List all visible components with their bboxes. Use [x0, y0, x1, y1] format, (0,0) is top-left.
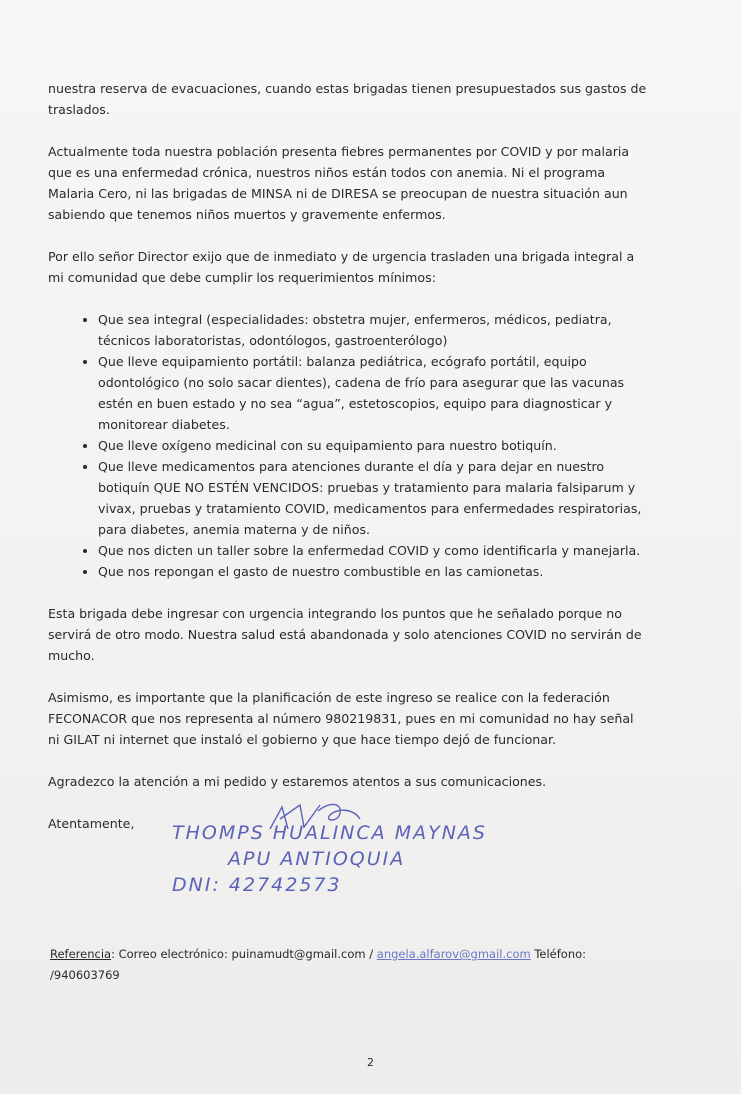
paragraph: Asimismo, es importante que la planificación de este ingreso se realice con la federación FECONACOR que nos representa al número 980219831, pues en mi comunidad no hay señal ni GILAT ni internet que instaló el gobierno y que hace tiempo dejó de funcionar. [48, 690, 634, 747]
list-item: • Que lleve oxígeno medicinal con su equipamiento para nuestro botiquín. [98, 435, 648, 456]
list-item: • Que lleve medicamentos para atenciones durante el día y para dejar en nuestro botiquín QUE NO ESTÉN VENCIDOS: pruebas y tratamiento para malaria falsiparum y vivax, pruebas y tratamiento COVID, medicamentos para enfermedades respiratorias, para diabetes, anemia materna y de niños. [98, 456, 648, 540]
paragraph: Actualmente toda nuestra población presenta fiebres permanentes por COVID y por malaria que es una enfermedad crónica, nuestros niños están todos con anemia. Ni el programa Malaria Cero, ni las brigadas de MINSA ni de DIRESA se preocupan de nuestra situación aun sabiendo que tenemos niños muertos y gravemente enfermos. [48, 144, 630, 222]
paragraph: Esta brigada debe ingresar con urgencia integrando los puntos que he señalado porque no servirá de otro modo. Nuestra salud está abandonada y solo atenciones COVID no servirán de mucho. [48, 606, 642, 663]
reference-label: Referencia [50, 947, 112, 961]
list-item: • Que lleve equipamiento portátil: balanza pediátrica, ecógrafo portátil, equipo odontológico (no solo sacar dientes), cadena de frío para asegurar que las vacunas estén en buen estado y no sea “agua”, estetoscopios, equipo para diagnosticar y monitorear diabetes. [98, 351, 648, 435]
letter-body [48, 78, 648, 933]
signature-block [48, 813, 648, 933]
requirements-list [48, 309, 648, 582]
reference-email-primary: : Correo electrónico: puinamudt@gmail.com / [111, 947, 377, 961]
handwritten-title: APU ANTIOQUIA [228, 848, 406, 870]
email-link[interactable]: angela.alfarov@gmail.com [376, 947, 531, 961]
handwritten-dni: DNI: 42742573 [172, 874, 342, 896]
paragraph: Por ello señor Director exijo que de inmediato y de urgencia trasladen una brigada integral a mi comunidad que debe cumplir los requerimientos mínimos: [48, 249, 635, 285]
list-item: • Que sea integral (especialidades: obstetra mujer, enfermeros, médicos, pediatra, técnicos laboratoristas, odontólogos, gastroenterólogo) [98, 309, 648, 351]
phone-number: /940603769 [50, 968, 120, 982]
reference-line [50, 944, 670, 986]
list-item: • Que nos repongan el gasto de nuestro combustible en las camionetas. [98, 561, 648, 582]
handwritten-signature [172, 809, 492, 919]
closing-label: Atentamente, [48, 816, 135, 831]
handwritten-name: THOMPS HUALINCA MAYNAS [172, 822, 487, 844]
paragraph: nuestra reserva de evacuaciones, cuando estas brigadas tienen presupuestados sus gastos de traslados. [48, 81, 647, 117]
paragraph: Agradezco la atención a mi pedido y estaremos atentos a sus comunicaciones. [48, 774, 547, 789]
page-number: 2 [367, 1056, 374, 1069]
phone-label: Teléfono: [530, 947, 587, 961]
list-item: • Que nos dicten un taller sobre la enfermedad COVID y como identificarla y manejarla. [98, 540, 648, 561]
